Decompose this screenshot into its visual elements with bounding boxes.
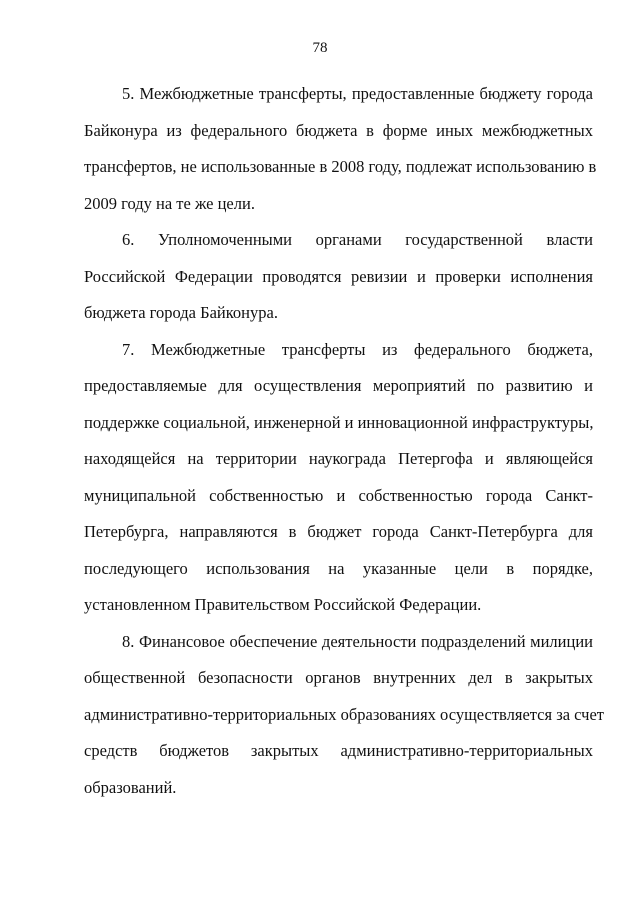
paragraph-7 (84, 332, 593, 624)
text-line: установленном Правительством Российской Федерации. (84, 595, 482, 614)
text-line: 2009 году на те же цели. (84, 193, 255, 213)
text-line: Российской Федерации проводятся ревизии и проверки исполнения (84, 266, 593, 286)
text-line: Петербурга, направляются в бюджет города Санкт-Петербурга для (84, 522, 593, 541)
text-line: поддержке социальной, инженерной и инновационной инфраструктуры, (84, 412, 594, 432)
text-line: находящейся на территории наукограда Петергофа и являющейся (84, 449, 593, 468)
text-line: бюджета города Байконура. (84, 303, 278, 322)
text-line: муниципальной собственностью и собственностью города Санкт- (84, 485, 593, 505)
paragraph-8 (84, 624, 605, 807)
text-line: образований. (84, 777, 177, 797)
document-body (84, 76, 605, 806)
text-line: 8. Финансовое обеспечение деятельности подразделений милиции (122, 631, 593, 651)
text-line: 7. Межбюджетные трансферты из федерального бюджета, (122, 339, 593, 359)
paragraph-6 (84, 222, 593, 332)
text-line: общественной безопасности органов внутренних дел в закрытых (84, 668, 593, 687)
paragraph-5 (84, 76, 597, 222)
text-line: предоставляемые для осуществления мероприятий по развитию и (84, 376, 593, 395)
text-line: 6. Уполномоченными органами государственной власти (122, 230, 593, 249)
text-line: административно-территориальных образованиях осуществляется за счет (84, 704, 605, 724)
text-line: последующего использования на указанные цели в порядке, (84, 558, 593, 578)
text-line: Байконура из федерального бюджета в форме иных межбюджетных (84, 120, 593, 140)
text-line: средств бюджетов закрытых административно-территориальных (84, 741, 593, 760)
text-line: 5. Межбюджетные трансферты, предоставленные бюджету города (122, 84, 593, 103)
page-number: 78 (312, 40, 328, 56)
text-line: трансфертов, не использованные в 2008 году, подлежат использованию в (84, 157, 597, 176)
